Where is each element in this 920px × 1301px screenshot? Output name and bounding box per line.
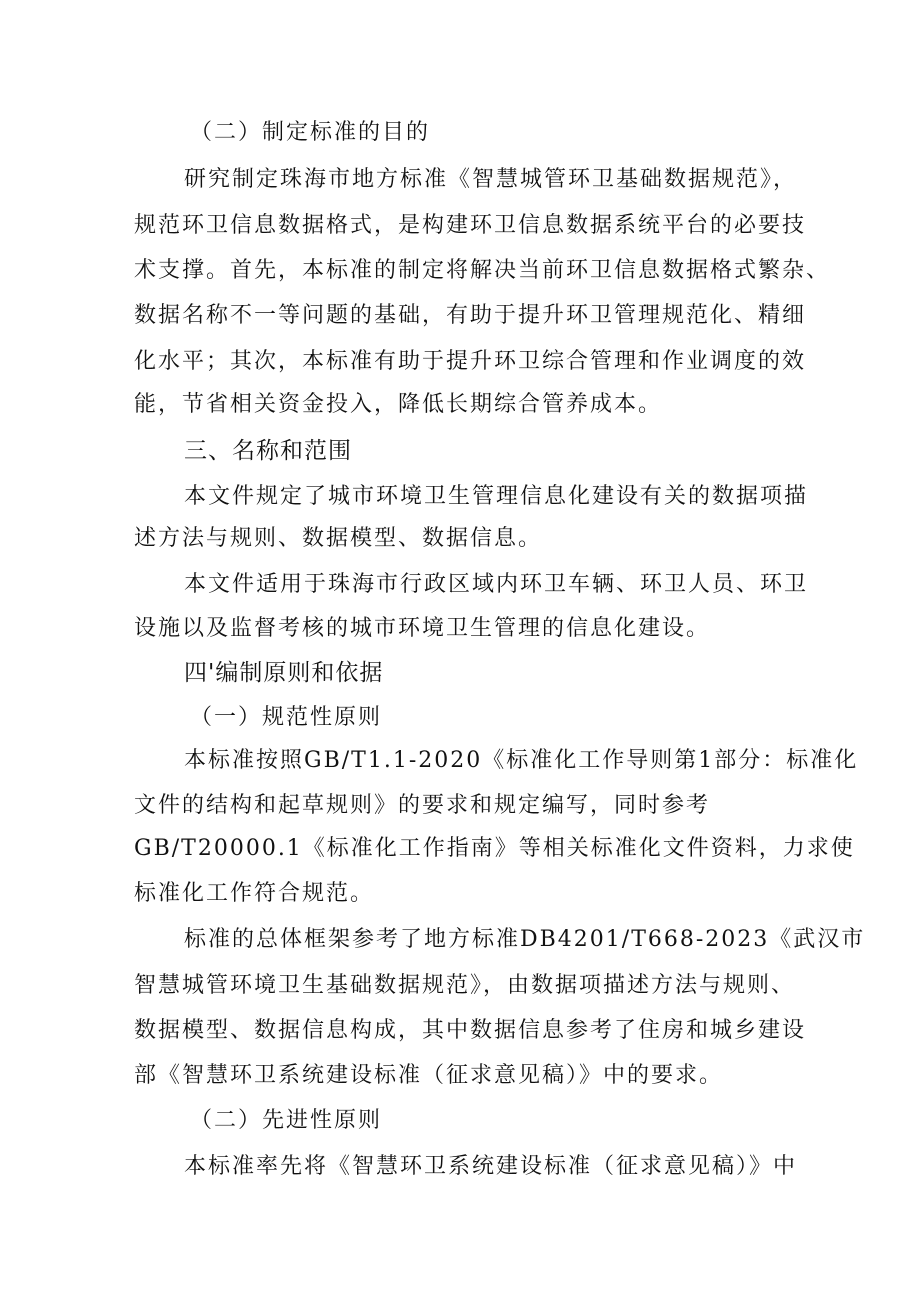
paragraph-line: 本标准率先将《智慧环卫系统建设标准（征求意见稿）》中 [184, 1154, 798, 1179]
paragraph-line: 标准化工作符合规范。 [134, 881, 375, 906]
section-heading-name-scope: 三、名称和范围 [184, 438, 352, 464]
paragraph-line: 部《智慧环卫系统建设标准（征求意见稿）》中的要求。 [134, 1063, 724, 1088]
paragraph-line: 能，节省相关资金投入，降低长期综合管养成本。 [134, 392, 663, 417]
paragraph-line: GB/T20000.1《标准化工作指南》等相关标准化文件资料，力求使 [134, 836, 855, 861]
paragraph-line: 述方法与规则、数据模型、数据信息。 [134, 526, 543, 551]
paragraph-line: 本文件适用于珠海市行政区域内环卫车辆、环卫人员、环卫 [184, 572, 809, 597]
paragraph-line: 数据名称不一等问题的基础，有助于提升环卫管理规范化、精细 [134, 303, 807, 328]
paragraph-line: 化水平；其次，本标准有助于提升环卫综合管理和作业调度的效 [134, 349, 807, 374]
paragraph-line: 规范环卫信息数据格式，是构建环卫信息数据系统平台的必要技 [134, 213, 807, 238]
paragraph-line: 智慧城管环境卫生基础数据规范》，由数据项描述方法与规则、 [134, 973, 796, 998]
paragraph-line: 术支撑。首先，本标准的制定将解决当前环卫信息数据格式繁杂、 [134, 258, 831, 283]
paragraph-line: 研究制定珠海市地方标准《智慧城管环卫基础数据规范》， [184, 167, 798, 192]
paragraph-line: 设施以及监督考核的城市环境卫生管理的信息化建设。 [134, 616, 711, 641]
paragraph-line: 本标准按照GB/T1.1-2020《标准化工作导则第1部分：标准化 [184, 748, 859, 773]
subheading-advanced: （二）先进性原则 [190, 1108, 383, 1133]
paragraph-line: 数据模型、数据信息构成，其中数据信息参考了住房和城乡建设 [134, 1018, 807, 1043]
paragraph-line: 文件的结构和起草规则》的要求和规定编写，同时参考 [134, 793, 711, 818]
subheading-purpose: （二）制定标准的目的 [190, 120, 431, 145]
subheading-normative: （一）规范性原则 [190, 705, 383, 730]
section-heading-principles: 四'编制原则和依据 [184, 660, 384, 686]
paragraph-line: 本文件规定了城市环境卫生管理信息化建设有关的数据项描 [184, 484, 809, 509]
paragraph-line: 标准的总体框架参考了地方标准DB4201/T668-2023《武汉市 [184, 927, 866, 952]
